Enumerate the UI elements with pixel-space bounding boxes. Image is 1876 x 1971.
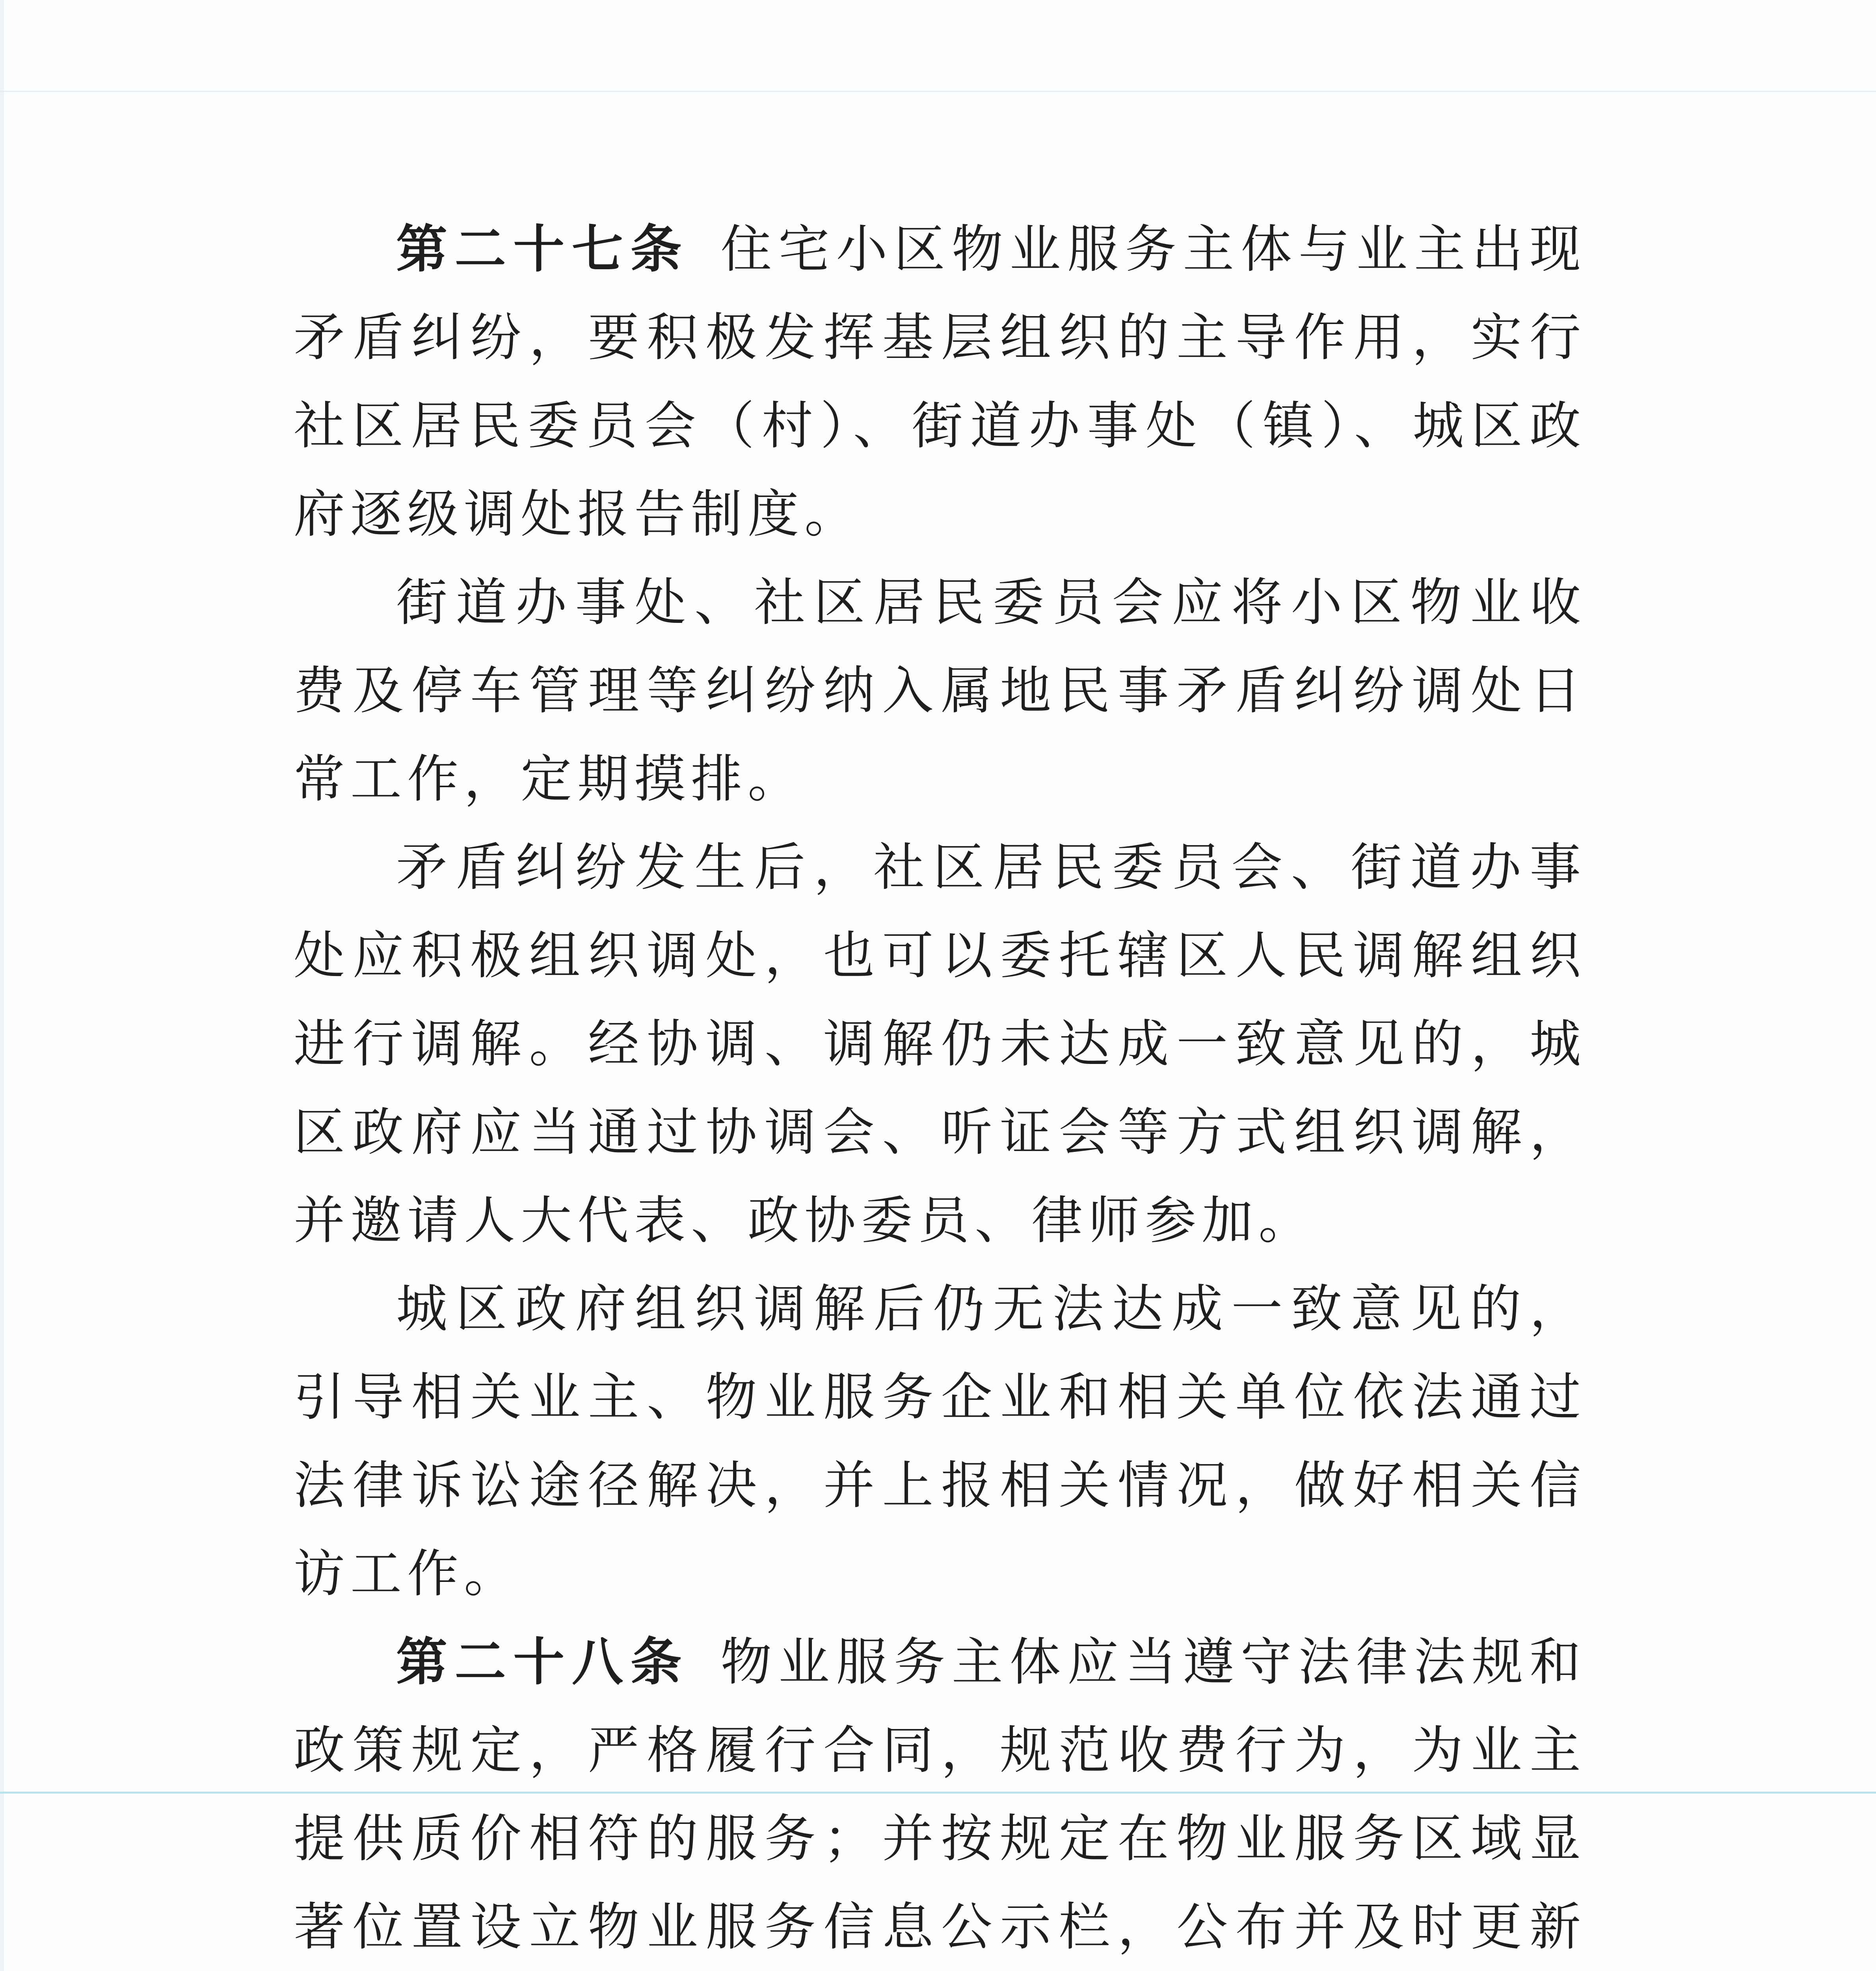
- article-28-paragraph-1: [294, 1618, 1586, 1971]
- article-27-paragraph-2: 街道办事处、社区居民委员会应将小区物业收费及停车管理等纠纷纳入属地民事矛盾纠纷调处日常工作，定期摸排。: [294, 572, 1586, 809]
- article-27-paragraph-3: 矛盾纠纷发生后，社区居民委员会、街道办事处应积极组织调处，也可以委托辖区人民调解组织进行调解。经协调、调解仍未达成一致意见的，城区政府应当通过协调会、听证会等方式组织调解，并邀请人大代表、政协委员、律师参加。: [294, 837, 1586, 1250]
- scan-artifact-line: [0, 91, 1876, 92]
- article-28-text: 物业服务主体应当遵守法律法规和政策规定，严格履行合同，规范收费行为，为业主提供质价相符的服务；并按规定在物业服务区域显著位置设立物业服务信息公示栏，公布并及时更新: [294, 1632, 1586, 1957]
- article-28-heading: 第二十八条: [396, 1632, 689, 1692]
- article-27-heading: 第二十七条: [396, 219, 689, 279]
- document-body: [294, 205, 1586, 1971]
- article-27-paragraph-1: [294, 205, 1586, 558]
- article-27-text: 住宅小区物业服务主体与业主出现矛盾纠纷，要积极发挥基层组织的主导作用，实行社区居民委员会（村）、街道办事处（镇）、城区政府逐级调处报告制度。: [294, 219, 1586, 544]
- scan-edge: [0, 0, 4, 1971]
- article-27-paragraph-4: 城区政府组织调解后仍无法达成一致意见的，引导相关业主、物业服务企业和相关单位依法通过法律诉讼途径解决，并上报相关情况，做好相关信访工作。: [294, 1279, 1586, 1604]
